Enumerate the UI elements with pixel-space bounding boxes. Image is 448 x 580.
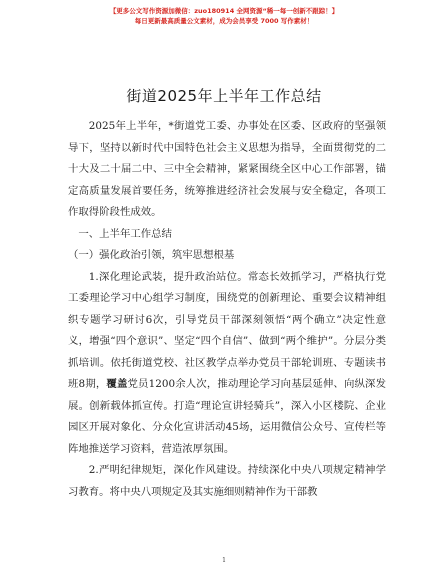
paragraph-discipline: 2.严明纪律规矩，深化作风建设。持续深化中央八项规定精神学习教育。将中央八项规定及其实施细则精神作为干部教 — [68, 464, 386, 498]
intro-paragraph: 2025年上半年，*街道党工委、办事处在区委、区政府的坚强领导下，坚持以新时代中国特色社会主义思想为指导，全面贯彻党的二十大及二十届二中、三中全会精神，紧紧围绕全区中心工作部署，锚定高质量发展首要任务，统筹推进经济社会发展与安全稳定，各项工作取得阶段性成效。 — [68, 120, 386, 218]
promo-banner-line-2: 每日更新最高质量公文素材，成为会员享受 7000 写作素材！ — [134, 17, 314, 25]
promo-banner — [0, 6, 448, 26]
promo-banner-line-1: 【更多公文写作资源加微信：zuo180914 全网资源“稀一每一创新不跟踪！】 — [109, 7, 339, 15]
page-number: 1 — [222, 557, 226, 564]
paragraph-theory-study — [68, 267, 386, 461]
section-heading: 一、上半年工作总结 — [78, 227, 172, 240]
document-body — [68, 116, 386, 503]
subsection-heading: （一）强化政治引领，筑牢思想根基 — [68, 249, 235, 261]
paragraph-theory-study-text-b: 党员1200余人次，推动理论学习向基层延伸、向纵深发展。创新载体抓宣传。打造“理论宣讲轻骑兵”，深入小区楼院、企业园区开展对象化、分众化宣讲活动45场，运用微信公众号、宣传栏等阵地推送学习资料，营造浓厚氛围。 — [68, 378, 386, 455]
highlighted-word: 覆盖 — [106, 378, 128, 390]
document-title: 街道2025年上半年工作总结 — [126, 87, 322, 105]
paragraph-theory-study-text-a: 1.深化理论武装，提升政治站位。常态长效抓学习，严格执行党工委理论学习中心组学习制度，围绕党的创新理论、重要会议精神组织专题学习研讨6次，引导党员干部深刻领悟“两个确立”决定性意义，增强“四个意识”、坚定“四个自信”、做到“两个维护”。分层分类抓培训。依托街道党校、社区教学点举办党员干部轮训班、专题读书班8期， — [68, 270, 386, 390]
